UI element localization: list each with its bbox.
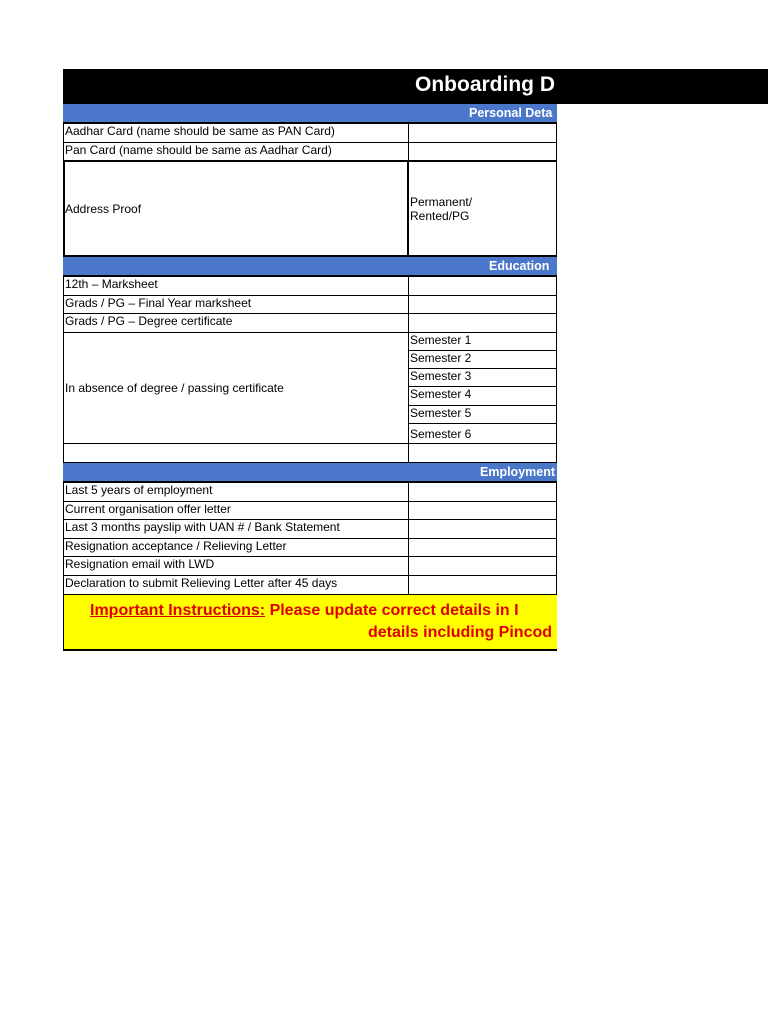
- instructions-text-1: Please update correct details in I: [269, 602, 519, 619]
- semester-cell[interactable]: Semester 3: [408, 368, 557, 387]
- section-personal-label: Personal Deta: [469, 106, 553, 120]
- address-proof-label: [63, 160, 409, 257]
- cropped-region: [557, 104, 768, 594]
- address-proof-options: Permanent/ Rented/PG: [410, 194, 473, 223]
- employment-row-label: Declaration to submit Relieving Letter after 45 days: [63, 575, 409, 595]
- education-row-label: Grads / PG – Degree certificate: [63, 313, 409, 333]
- semester-block-label: [63, 332, 409, 444]
- instructions-text-2: details including Pincod: [368, 624, 553, 641]
- address-proof-value[interactable]: [408, 160, 557, 257]
- employment-row-label: Resignation acceptance / Relieving Letter: [63, 538, 409, 557]
- section-education-label: Education: [489, 259, 550, 273]
- title-bar: [63, 69, 768, 103]
- employment-row-value[interactable]: [408, 519, 557, 539]
- education-row-label: Grads / PG – Final Year marksheet: [63, 295, 409, 314]
- education-row-value[interactable]: [408, 313, 557, 333]
- employment-row-label: Current organisation offer letter: [63, 501, 409, 520]
- semester-cell[interactable]: Semester 5: [408, 405, 557, 424]
- employment-row-value[interactable]: [408, 556, 557, 576]
- education-row-label: 12th – Marksheet: [63, 276, 409, 296]
- section-employment-label: Employment: [480, 465, 556, 479]
- employment-row-label: Last 3 months payslip with UAN # / Bank Statement: [63, 519, 409, 539]
- instructions-label: Important Instructions:: [90, 602, 266, 619]
- education-empty-value[interactable]: [408, 443, 557, 463]
- personal-row-label: Aadhar Card (name should be same as PAN Card): [63, 123, 409, 143]
- semester-cell[interactable]: Semester 1: [408, 332, 557, 351]
- employment-row-label: Last 5 years of employment: [63, 482, 409, 502]
- personal-row-value[interactable]: [408, 123, 557, 143]
- address-proof-text: Address Proof: [65, 201, 142, 216]
- semester-cell[interactable]: Semester 2: [408, 350, 557, 369]
- employment-row-value[interactable]: [408, 482, 557, 502]
- semester-cell[interactable]: [408, 423, 557, 444]
- sheet-title: Onboarding D: [415, 73, 555, 96]
- instructions-cropped-region: [557, 594, 768, 651]
- semester-cell[interactable]: Semester 4: [408, 386, 557, 406]
- personal-row-value[interactable]: [408, 142, 557, 161]
- employment-row-value[interactable]: [408, 538, 557, 557]
- employment-row-label: Resignation email with LWD: [63, 556, 409, 576]
- semester-cell-text: Semester 6: [410, 426, 472, 441]
- education-empty-label: [63, 443, 409, 463]
- education-row-value[interactable]: [408, 276, 557, 296]
- instructions-line-1: [90, 602, 519, 620]
- education-row-value[interactable]: [408, 295, 557, 314]
- employment-row-value[interactable]: [408, 575, 557, 595]
- semester-block-text: In absence of degree / passing certificate: [65, 381, 284, 395]
- employment-row-value[interactable]: [408, 501, 557, 520]
- personal-row-label: Pan Card (name should be same as Aadhar Card): [63, 142, 409, 161]
